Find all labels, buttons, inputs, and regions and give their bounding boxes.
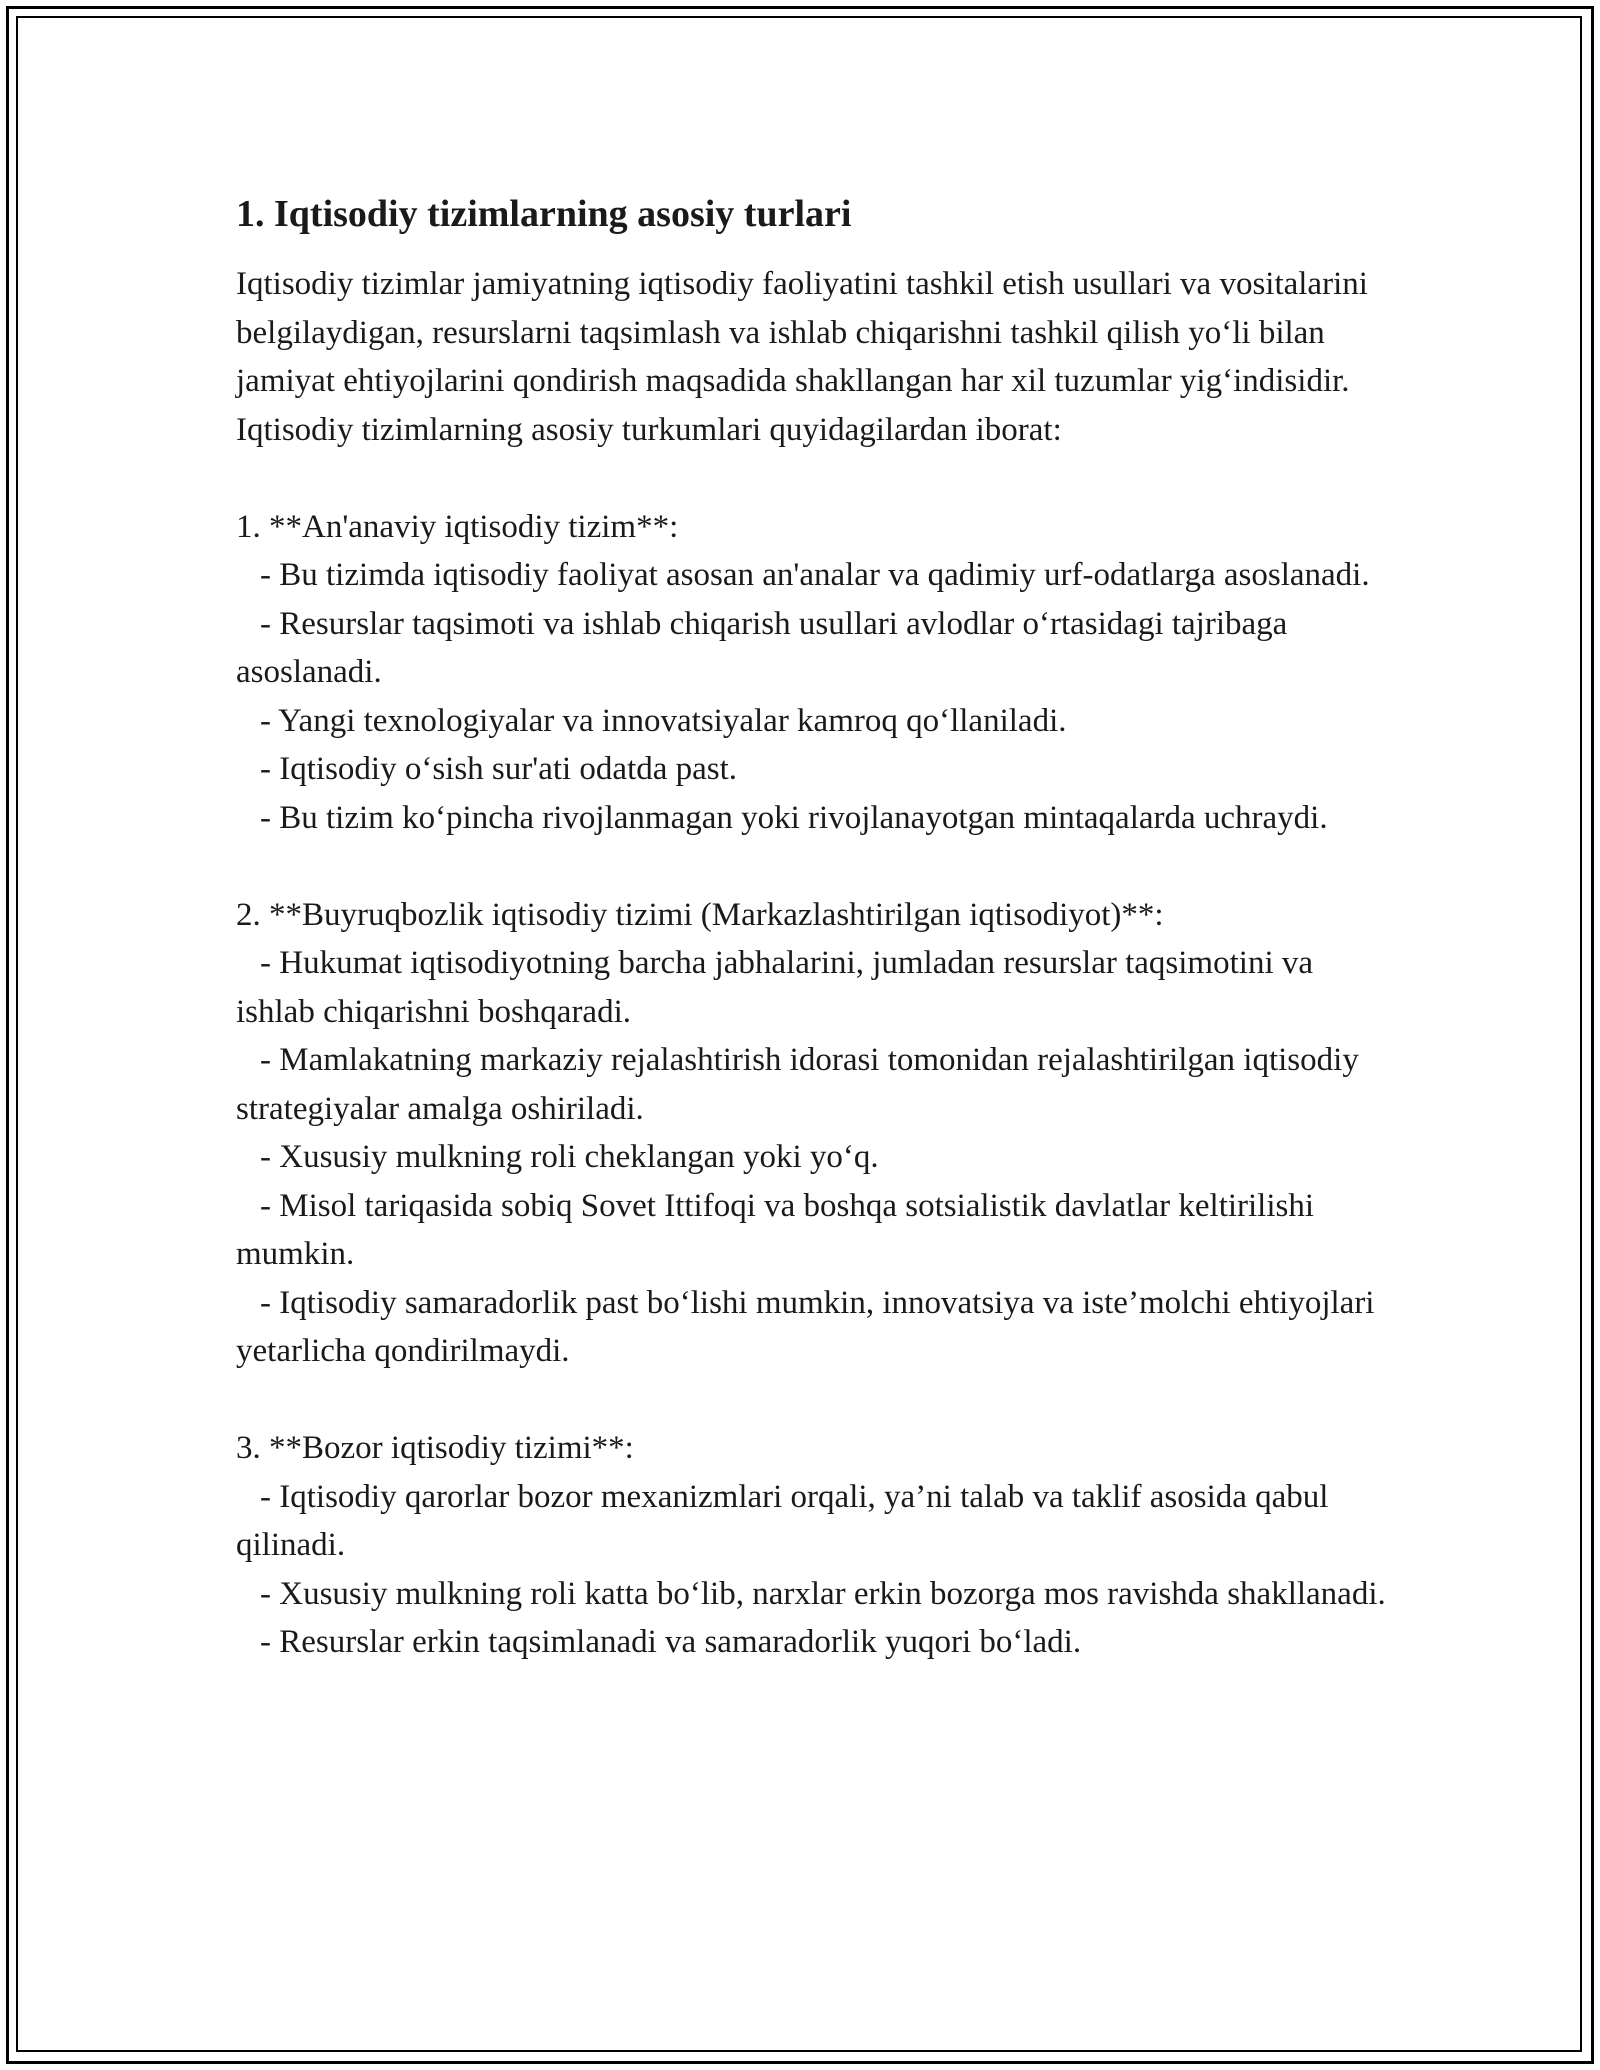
section-command bbox=[236, 891, 1386, 1376]
section-title: 2. **Buyruqbozlik iqtisodiy tizimi (Markazlashtirilgan iqtisodiyot)**: bbox=[236, 896, 1164, 933]
list-item: - Resurslar taqsimoti va ishlab chiqarish usullari avlodlar o‘rtasidagi tajribaga asoslanadi. bbox=[236, 605, 1288, 690]
list-item: - Resurslar erkin taqsimlanadi va samaradorlik yuqori bo‘ladi. bbox=[260, 1624, 1082, 1660]
spacer bbox=[236, 1376, 1386, 1425]
list-item: - Mamlakatning markaziy rejalashtirish idorasi tomonidan rejalashtirilgan iqtisodiy strategiyalar amalga oshiriladi. bbox=[236, 1042, 1359, 1127]
section-title: 3. **Bozor iqtisodiy tizimi**: bbox=[236, 1430, 634, 1466]
list-item: - Iqtisodiy o‘sish sur'ati odatda past. bbox=[260, 751, 738, 787]
list-item: - Hukumat iqtisodiyotning barcha jabhalarini, jumladan resurslar taqsimotini va ishlab chiqarishni boshqaradi. bbox=[236, 945, 1314, 1030]
list-item: - Bu tizimda iqtisodiy faoliyat asosan an'analar va qadimiy urf-odatlarga asoslanadi. bbox=[260, 557, 1370, 593]
list-item: - Yangi texnologiyalar va innovatsiyalar kamroq qo‘llaniladi. bbox=[260, 702, 1067, 739]
list-item: - Misol tariqasida sobiq Sovet Ittifoqi va boshqa sotsialistik davlatlar keltirilishi mumkin. bbox=[236, 1187, 1315, 1272]
spacer bbox=[236, 842, 1386, 891]
document-body bbox=[236, 188, 1386, 1667]
intro-paragraph: Iqtisodiy tizimlar jamiyatning iqtisodiy faoliyatini tashkil etish usullari va vositalarini belgilaydigan, resurslarni taqsimlash va ishlab chiqarishni tashkil qilish yo‘li bilan jamiyat ehtiyojlarini qondirish maqsadida shakllangan har xil tuzumlar yig‘indisidir. Iqtisodiy tizimlarning asosiy turkumlari quyidagilardan iborat: bbox=[236, 266, 1368, 448]
spacer bbox=[236, 454, 1386, 503]
list-item: - Xususiy mulkning roli cheklangan yoki yo‘q. bbox=[260, 1139, 879, 1175]
section-title: 1. **An'anaviy iqtisodiy tizim**: bbox=[236, 508, 679, 545]
section-traditional bbox=[236, 503, 1386, 843]
list-item: - Bu tizim ko‘pincha rivojlanmagan yoki rivojlanayotgan mintaqalarda uchraydi. bbox=[260, 799, 1328, 836]
list-item: - Iqtisodiy qarorlar bozor mexanizmlari orqali, ya’ni talab va taklif asosida qabul qilinadi. bbox=[236, 1478, 1329, 1563]
document-heading: 1. Iqtisodiy tizimlarning asosiy turlari bbox=[236, 193, 852, 235]
list-item: - Xususiy mulkning roli katta bo‘lib, narxlar erkin bozorga mos ravishda shakllanadi. bbox=[260, 1575, 1386, 1612]
section-market bbox=[236, 1424, 1386, 1667]
list-item: - Iqtisodiy samaradorlik past bo‘lishi mumkin, innovatsiya va iste’molchi ehtiyojlari yetarlicha qondirilmaydi. bbox=[236, 1284, 1375, 1369]
